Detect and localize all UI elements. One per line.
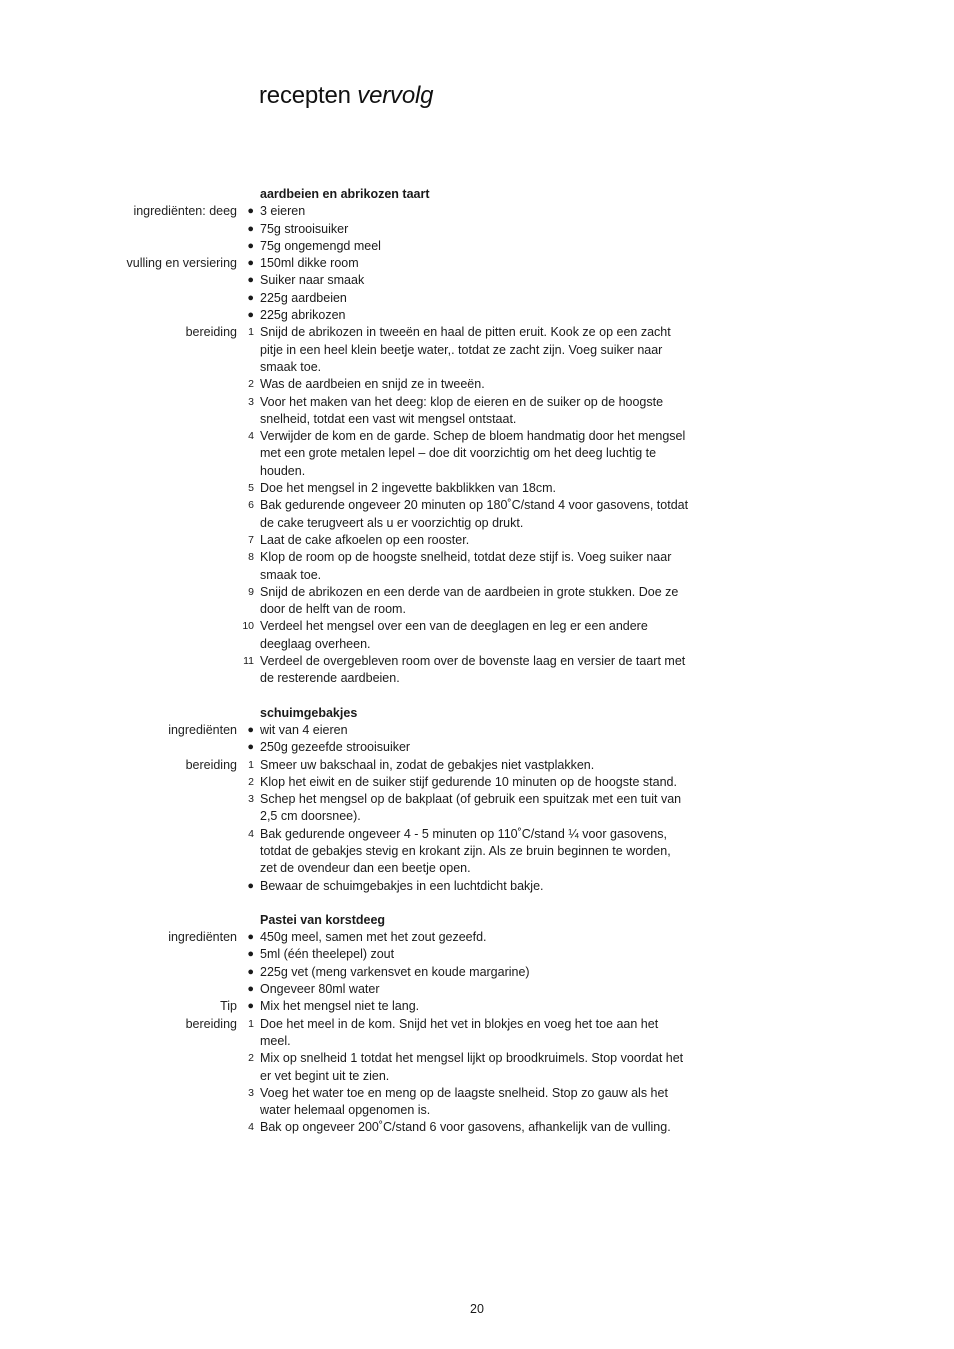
recipe-title: schuimgebakjes	[260, 705, 358, 720]
step-text: Smeer uw bakschaal in, zodat de gebakjes niet vastplakken.	[260, 757, 595, 772]
ingredient-text: 250g gezeefde strooisuiker	[260, 740, 411, 755]
section-label: vulling en versiering	[126, 256, 237, 271]
step-text: Voeg het water toe en meng op de laagste snelheid. Stop zo gauw als het water helemaal opgenomen is.	[260, 1085, 668, 1118]
bullet-icon: ●	[247, 274, 254, 287]
bullet-icon: ●	[247, 879, 254, 892]
step-number: 5	[248, 482, 254, 495]
section-label: ingrediënten: deeg	[133, 204, 237, 219]
step-number: 4	[248, 1121, 254, 1134]
step-number: 1	[248, 326, 254, 339]
bullet-icon: ●	[247, 948, 254, 961]
ingredient-item	[0, 221, 954, 238]
step-item	[0, 826, 954, 878]
ingredient-text: 75g strooisuiker	[260, 221, 349, 236]
step-text: Klop het eiwit en de suiker stijf gedurende 10 minuten op de hoogste stand.	[260, 774, 677, 789]
step-number: 2	[248, 775, 254, 788]
step-text: Bak op ongeveer 200˚C/stand 6 voor gasovens, afhankelijk van de vulling.	[260, 1120, 671, 1135]
step-text: Schep het mengsel op de bakplaat (of gebruik een spuitzak met een tuit van 2,5 cm doorsnee).	[260, 792, 682, 824]
bullet-icon: ●	[247, 965, 254, 978]
step-number: 4	[248, 827, 254, 840]
step-number: 10	[242, 620, 254, 633]
step-number: 2	[248, 1052, 254, 1065]
ingredient-item	[0, 981, 954, 998]
ingredient-item	[0, 307, 954, 324]
section-label: ingrediënten	[168, 722, 237, 737]
bullet-icon: ●	[247, 723, 254, 736]
step-item	[0, 1119, 954, 1136]
ingredient-item	[0, 203, 954, 220]
ingredient-text: 75g ongemengd meel	[260, 238, 381, 253]
ingredient-item	[0, 238, 954, 255]
bullet-icon: ●	[247, 741, 254, 754]
ingredient-text: wit van 4 eieren	[260, 722, 348, 737]
page-title-main: recepten	[259, 82, 351, 109]
step-text: Verwijder de kom en de garde. Schep de bloem handmatig door het mengsel met een grote metalen lepel – doe dit voorzichtig om het deeg luchtig te houden.	[260, 429, 686, 478]
step-item	[0, 394, 954, 429]
step-item	[0, 1016, 954, 1051]
step-text: Bak gedurende ongeveer 20 minuten op 180˚C/stand 4 voor gasovens, totdat de cake terugveert als u er voorzichtig op drukt.	[260, 498, 689, 530]
bullet-icon: ●	[247, 205, 254, 218]
ingredient-text: 225g vet (meng varkensvet en koude margarine)	[260, 964, 530, 979]
step-text: Doe het meel in de kom. Snijd het vet in blokjes en voeg het toe aan het meel.	[260, 1016, 659, 1048]
step-item	[0, 497, 954, 532]
step-item	[0, 428, 954, 480]
recipe-section	[0, 705, 954, 895]
step-number: 3	[248, 1086, 254, 1099]
recipe-title: Pastei van korstdeeg	[260, 912, 386, 927]
step-number: 3	[248, 395, 254, 408]
step-number: 3	[248, 793, 254, 806]
ingredient-text: 225g aardbeien	[260, 290, 347, 305]
bullet-icon: ●	[247, 1000, 254, 1013]
ingredient-text: Mix het mengsel niet te lang.	[260, 999, 420, 1014]
step-text: Klop de room op de hoogste snelheid, totdat deze stijf is. Voeg suiker naar smaak toe.	[260, 550, 672, 582]
step-item	[0, 1085, 954, 1120]
recipe-title: aardbeien en abrikozen taart	[260, 187, 430, 201]
step-number: 1	[248, 1017, 254, 1030]
step-text: Bak gedurende ongeveer 4 - 5 minuten op 110˚C/stand ¼ voor gasovens, totdat de gebakjes stevig en krokant zijn. Als ze bruin beginnen te worden, zet de ovendeur dan een beetje open.	[260, 826, 671, 876]
step-text: Laat de cake afkoelen op een rooster.	[260, 532, 470, 547]
step-item	[0, 1050, 954, 1085]
step-number: 6	[248, 499, 254, 512]
page-number: 20	[470, 1302, 484, 1316]
bullet-icon: ●	[247, 983, 254, 996]
ingredient-text: 225g abrikozen	[260, 308, 346, 323]
step-item	[0, 549, 954, 584]
step-item	[0, 757, 954, 774]
ingredient-item	[0, 964, 954, 981]
step-item	[0, 618, 954, 653]
step-text: Snijd de abrikozen in tweeën en haal de pitten eruit. Kook ze op een zacht pitje in een heel klein beetje water,. totdat ze zacht zijn. Voeg suiker naar smaak toe.	[260, 325, 671, 374]
ingredient-item	[0, 290, 954, 307]
ingredient-item	[0, 255, 954, 272]
section-label: bereiding	[185, 1016, 237, 1031]
step-text: Was de aardbeien en snijd ze in tweeën.	[260, 377, 485, 392]
ingredient-item	[0, 739, 954, 756]
ingredient-item	[0, 929, 954, 946]
ingredient-item	[0, 722, 954, 739]
step-text: Verdeel de overgebleven room over de bovenste laag en versier de taart met de resterende aardbeien.	[260, 654, 686, 686]
step-number: 2	[248, 378, 254, 391]
step-number: 1	[248, 758, 254, 771]
step-text: Doe het mengsel in 2 ingevette bakblikken van 18cm.	[260, 481, 557, 496]
step-item	[0, 584, 954, 619]
ingredient-text: Ongeveer 80ml water	[260, 982, 380, 997]
bullet-icon: ●	[247, 239, 254, 252]
ingredient-item	[0, 946, 954, 963]
bullet-icon: ●	[247, 291, 254, 304]
bullet-icon: ●	[247, 222, 254, 235]
recipes-container	[0, 186, 954, 1154]
ingredient-item	[0, 272, 954, 289]
ingredient-text: 150ml dikke room	[260, 256, 359, 271]
ingredient-text: Bewaar de schuimgebakjes in een luchtdicht bakje.	[260, 878, 544, 893]
ingredient-text: 5ml (één theelepel) zout	[260, 947, 395, 962]
step-item	[0, 774, 954, 791]
bullet-icon: ●	[247, 309, 254, 322]
step-item	[0, 324, 954, 376]
step-text: Snijd de abrikozen en een derde van de aardbeien in grote stukken. Doe ze door de helft van de room.	[260, 584, 679, 617]
step-text: Verdeel het mengsel over een van de deeglagen en leg er een andere deeglaag overheen.	[260, 619, 648, 651]
step-item	[0, 480, 954, 497]
step-number: 9	[248, 585, 254, 598]
ingredient-text: 450g meel, samen met het zout gezeefd.	[260, 930, 487, 945]
step-item	[0, 376, 954, 393]
step-item	[0, 653, 954, 688]
section-label: ingrediënten	[168, 930, 237, 945]
step-text: Voor het maken van het deeg: klop de eieren en de suiker op de hoogste snelheid, totdat een vast wit mengsel ontstaat.	[260, 394, 664, 426]
step-text: Mix op snelheid 1 totdat het mengsel lijkt op broodkruimels. Stop voordat het er vet begint uit te zien.	[260, 1051, 684, 1083]
page-title-italic: vervolg	[357, 82, 434, 109]
recipe-section	[0, 186, 954, 688]
step-number: 4	[248, 430, 254, 443]
step-item	[0, 532, 954, 549]
section-label: Tip	[220, 999, 237, 1014]
ingredient-text: Suiker naar smaak	[260, 273, 365, 288]
section-label: bereiding	[185, 325, 237, 340]
step-item	[0, 791, 954, 826]
page-title	[259, 82, 433, 110]
bullet-icon: ●	[247, 931, 254, 944]
step-number: 7	[248, 533, 254, 546]
bullet-icon: ●	[247, 257, 254, 270]
step-number: 8	[248, 551, 254, 564]
section-label: bereiding	[185, 757, 237, 772]
recipe-section	[0, 912, 954, 1137]
ingredient-item	[0, 998, 954, 1015]
ingredient-text: 3 eieren	[260, 204, 306, 219]
step-number: 11	[243, 655, 254, 668]
ingredient-item	[0, 878, 954, 895]
